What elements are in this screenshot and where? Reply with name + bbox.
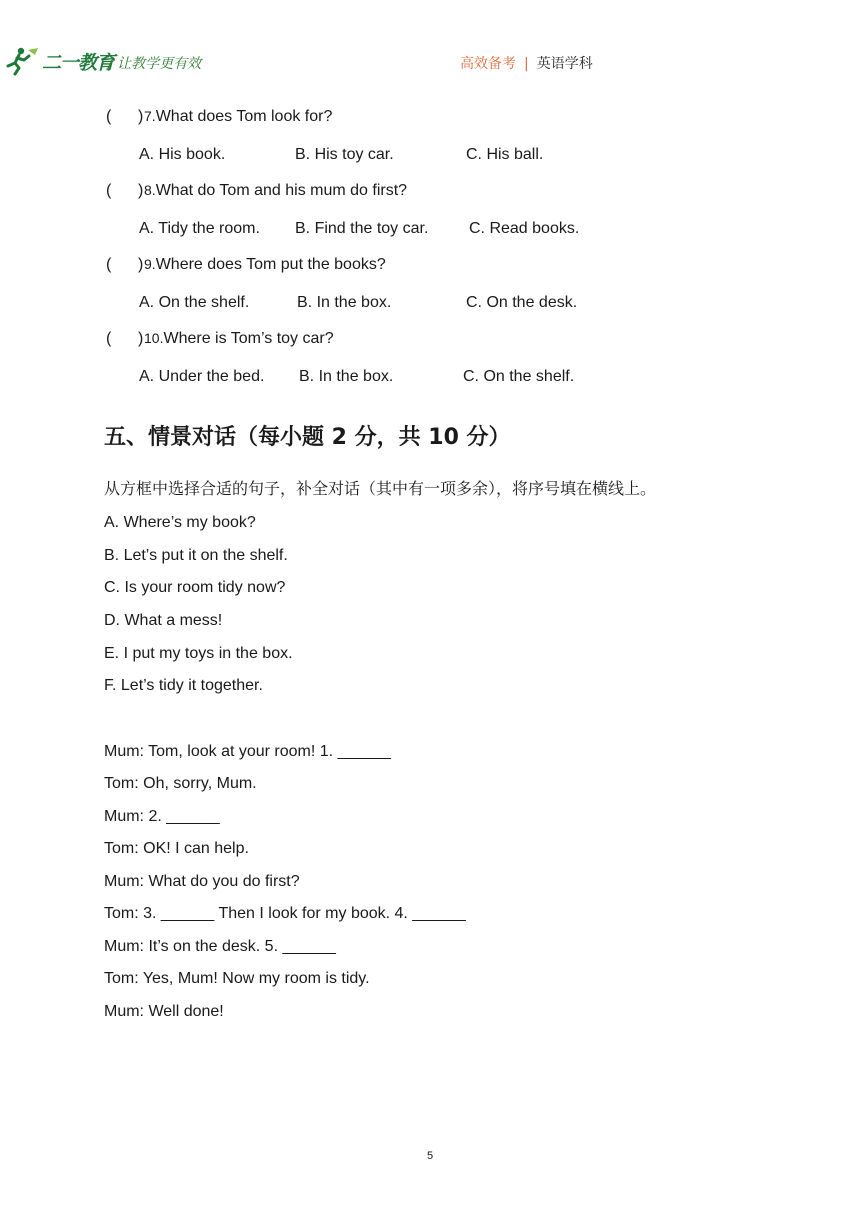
question-9 (106, 256, 386, 274)
dialogue-line: Tom: OK! I can help. (104, 840, 249, 857)
logo (4, 46, 114, 76)
option-b: B. In the box. (297, 294, 392, 311)
option-b: B. Find the toy car. (295, 220, 429, 237)
header-exam-label: 高效备考 (460, 56, 516, 72)
slogan: / 让教学更有效 (108, 56, 202, 72)
choice-e: E. I put my toys in the box. (104, 645, 293, 662)
choice-a: A. Where’s my book? (104, 514, 256, 531)
question-number: 9. (144, 256, 156, 272)
page-header (0, 44, 860, 80)
dialogue-line: Tom: Yes, Mum! Now my room is tidy. (104, 970, 370, 987)
answer-paren: ( ) (106, 108, 144, 125)
dialogue-line: Tom: Oh, sorry, Mum. (104, 775, 257, 792)
dialogue-line: Mum: Well done! (104, 1003, 224, 1020)
section-instruction: 从方框中选择合适的句子，补全对话（其中有一项多余），将序号填在横线上。 (104, 479, 657, 498)
header-separator: | (524, 56, 529, 72)
question-number: 8. (144, 182, 156, 198)
header-subject (460, 53, 593, 73)
header-subject-label: 英语学科 (536, 56, 593, 72)
question-8 (106, 182, 407, 200)
question-text: What does Tom look for? (155, 108, 333, 125)
question-text: Where does Tom put the books? (155, 256, 386, 273)
dialogue-line: Mum: Tom, look at your room! 1. ______ (104, 743, 391, 760)
choice-f: F. Let’s tidy it together. (104, 677, 263, 694)
question-text: Where is Tom’s toy car? (163, 330, 334, 347)
dialogue-line: Mum: What do you do first? (104, 873, 300, 890)
dialogue-line: Mum: It’s on the desk. 5. ______ (104, 938, 336, 955)
section-title: 五、情景对话（每小题 2 分，共 10 分） (104, 425, 511, 450)
option-b: B. In the box. (299, 368, 394, 385)
question-text: What do Tom and his mum do first? (155, 182, 408, 199)
question-7 (106, 108, 332, 126)
dialogue-line: Mum: 2. ______ (104, 808, 220, 825)
option-a: A. Tidy the room. (139, 220, 260, 237)
answer-paren: ( ) (106, 182, 144, 199)
logo-text: 二一教育 (42, 51, 115, 74)
choice-b: B. Let’s put it on the shelf. (104, 547, 288, 564)
dialogue-line: Tom: 3. ______ Then I look for my book. 4. ______ (104, 905, 466, 922)
question-number: 7. (144, 108, 156, 124)
page-number: 5 (426, 1150, 434, 1162)
option-c: C. On the shelf. (463, 368, 575, 385)
option-a: A. On the shelf. (139, 294, 250, 311)
question-number: 10. (144, 330, 164, 346)
runner-logo-icon (4, 46, 40, 76)
option-a: A. Under the bed. (139, 368, 265, 385)
option-a: A. His book. (139, 146, 226, 163)
choice-c: C. Is your room tidy now? (104, 579, 286, 596)
option-c: C. Read books. (469, 220, 580, 237)
answer-paren: ( ) (106, 330, 144, 347)
choice-d: D. What a mess! (104, 612, 223, 629)
question-10 (106, 330, 334, 348)
option-b: B. His toy car. (295, 146, 394, 163)
answer-paren: ( ) (106, 256, 144, 273)
option-c: C. On the desk. (466, 294, 578, 311)
option-c: C. His ball. (466, 146, 544, 163)
